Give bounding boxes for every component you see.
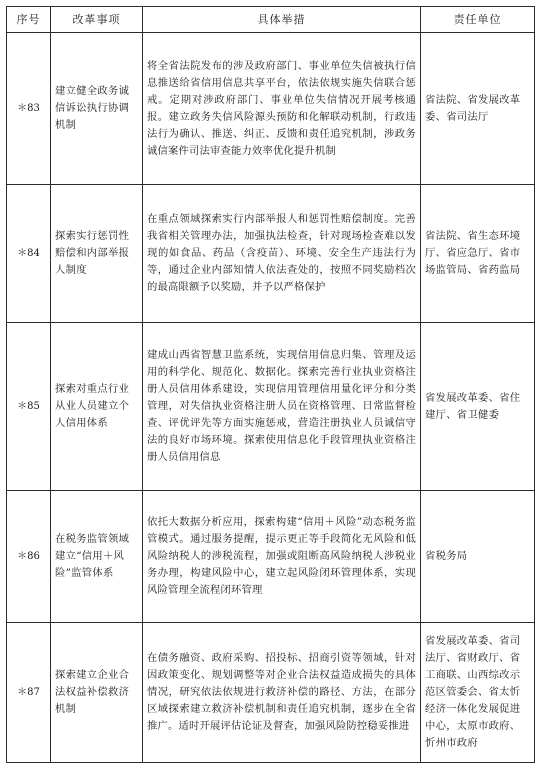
table-body	[7, 33, 535, 763]
row-serial-number: ＊83	[7, 33, 51, 185]
row-serial-number: ＊84	[7, 185, 51, 323]
row-responsible-unit: 省发展改革委、省住建厅、省卫健委	[421, 323, 535, 491]
header-specific-measures: 具体举措	[143, 7, 421, 33]
row-responsible-unit: 省税务局	[421, 491, 535, 623]
header-responsible-unit: 责任单位	[421, 7, 535, 33]
table-row	[7, 323, 535, 491]
row-reform-item: 建立健全政务诚信诉讼执行协调机制	[51, 33, 143, 185]
row-reform-item: 探索实行惩罚性赔偿和内部举报人制度	[51, 185, 143, 323]
row-specific-measures: 依托大数据分析应用，探索构建“信用＋风险”动态税务监管模式。通过服务提醒，提示更正等手段简化无风险和低风险纳税人的涉税流程，加强或阻断高风险纳税人涉税业务办理，构建风险中心，建立起风险闭环管理体系，实现风险管理全流程闭环管理	[143, 491, 421, 623]
row-reform-item: 探索对重点行业从业人员建立个人信用体系	[51, 323, 143, 491]
row-specific-measures: 将全省法院发布的涉及政府部门、事业单位失信被执行信息推送给省信用信息共享平台，依法依规实施失信联合惩戒。定期对涉政府部门、事业单位失信情况开展考核通报。建立政务失信风险源头预防和化解联动机制，行政违法行为确认、推送、纠正、反馈和责任追究机制，涉政务诚信案件司法审查能力效率优化提升机制	[143, 33, 421, 185]
row-responsible-unit: 省法院、省生态环境厅、省应急厅、省市场监管局、省药监局	[421, 185, 535, 323]
row-responsible-unit: 省发展改革委、省司法厅、省财政厅、省工商联、山西综改示范区管委会、省太忻经济一体化发展促进中心，太原市政府、忻州市政府	[421, 623, 535, 763]
row-responsible-unit: 省法院、省发展改革委、省司法厅	[421, 33, 535, 185]
table-row	[7, 491, 535, 623]
reform-measures-table	[6, 6, 535, 763]
row-serial-number: ＊86	[7, 491, 51, 623]
row-specific-measures: 在重点领域探索实行内部举报人和惩罚性赔偿制度。完善我省相关管理办法，加强执法检查，针对现场检查难以发现的如食品、药品（含疫苗）、环境、安全生产违法行为等，通过企业内部知情人依法查处的，按照不同奖励档次的最高限额予以奖励，并予以严格保护	[143, 185, 421, 323]
header-reform-item: 改革事项	[51, 7, 143, 33]
row-reform-item: 探索建立企业合法权益补偿救济机制	[51, 623, 143, 763]
table-header	[7, 7, 535, 33]
row-specific-measures: 建成山西省智慧卫监系统，实现信用信息归集、管理及运用的科学化、规范化、数据化。探索完善行业执业资格注册人员信用体系建设，实现信用管理信用量化评分和分类管理，对失信执业资格注册人员在资格管理、日常监督检查、评优评先等方面实施惩戒，营造注册执业人员诚信守法的良好市场环境。探索使用信息化手段管理执业资格注册人员信用信息	[143, 323, 421, 491]
table-row	[7, 623, 535, 763]
table-row	[7, 33, 535, 185]
row-specific-measures: 在债务融资、政府采购、招投标、招商引资等领域，针对因政策变化、规划调整等对企业合法权益造成损失的具体情况，研究依法依规进行救济补偿的路径、方法，在部分区域探索建立救济补偿机制和责任追究机制，逐步在全省推广。适时开展评估论证及督查，加强风险防控稳妥推进	[143, 623, 421, 763]
row-serial-number: ＊87	[7, 623, 51, 763]
header-serial-number: 序号	[7, 7, 51, 33]
table-row	[7, 185, 535, 323]
row-serial-number: ＊85	[7, 323, 51, 491]
row-reform-item: 在税务监管领域建立“信用＋风险”监管体系	[51, 491, 143, 623]
